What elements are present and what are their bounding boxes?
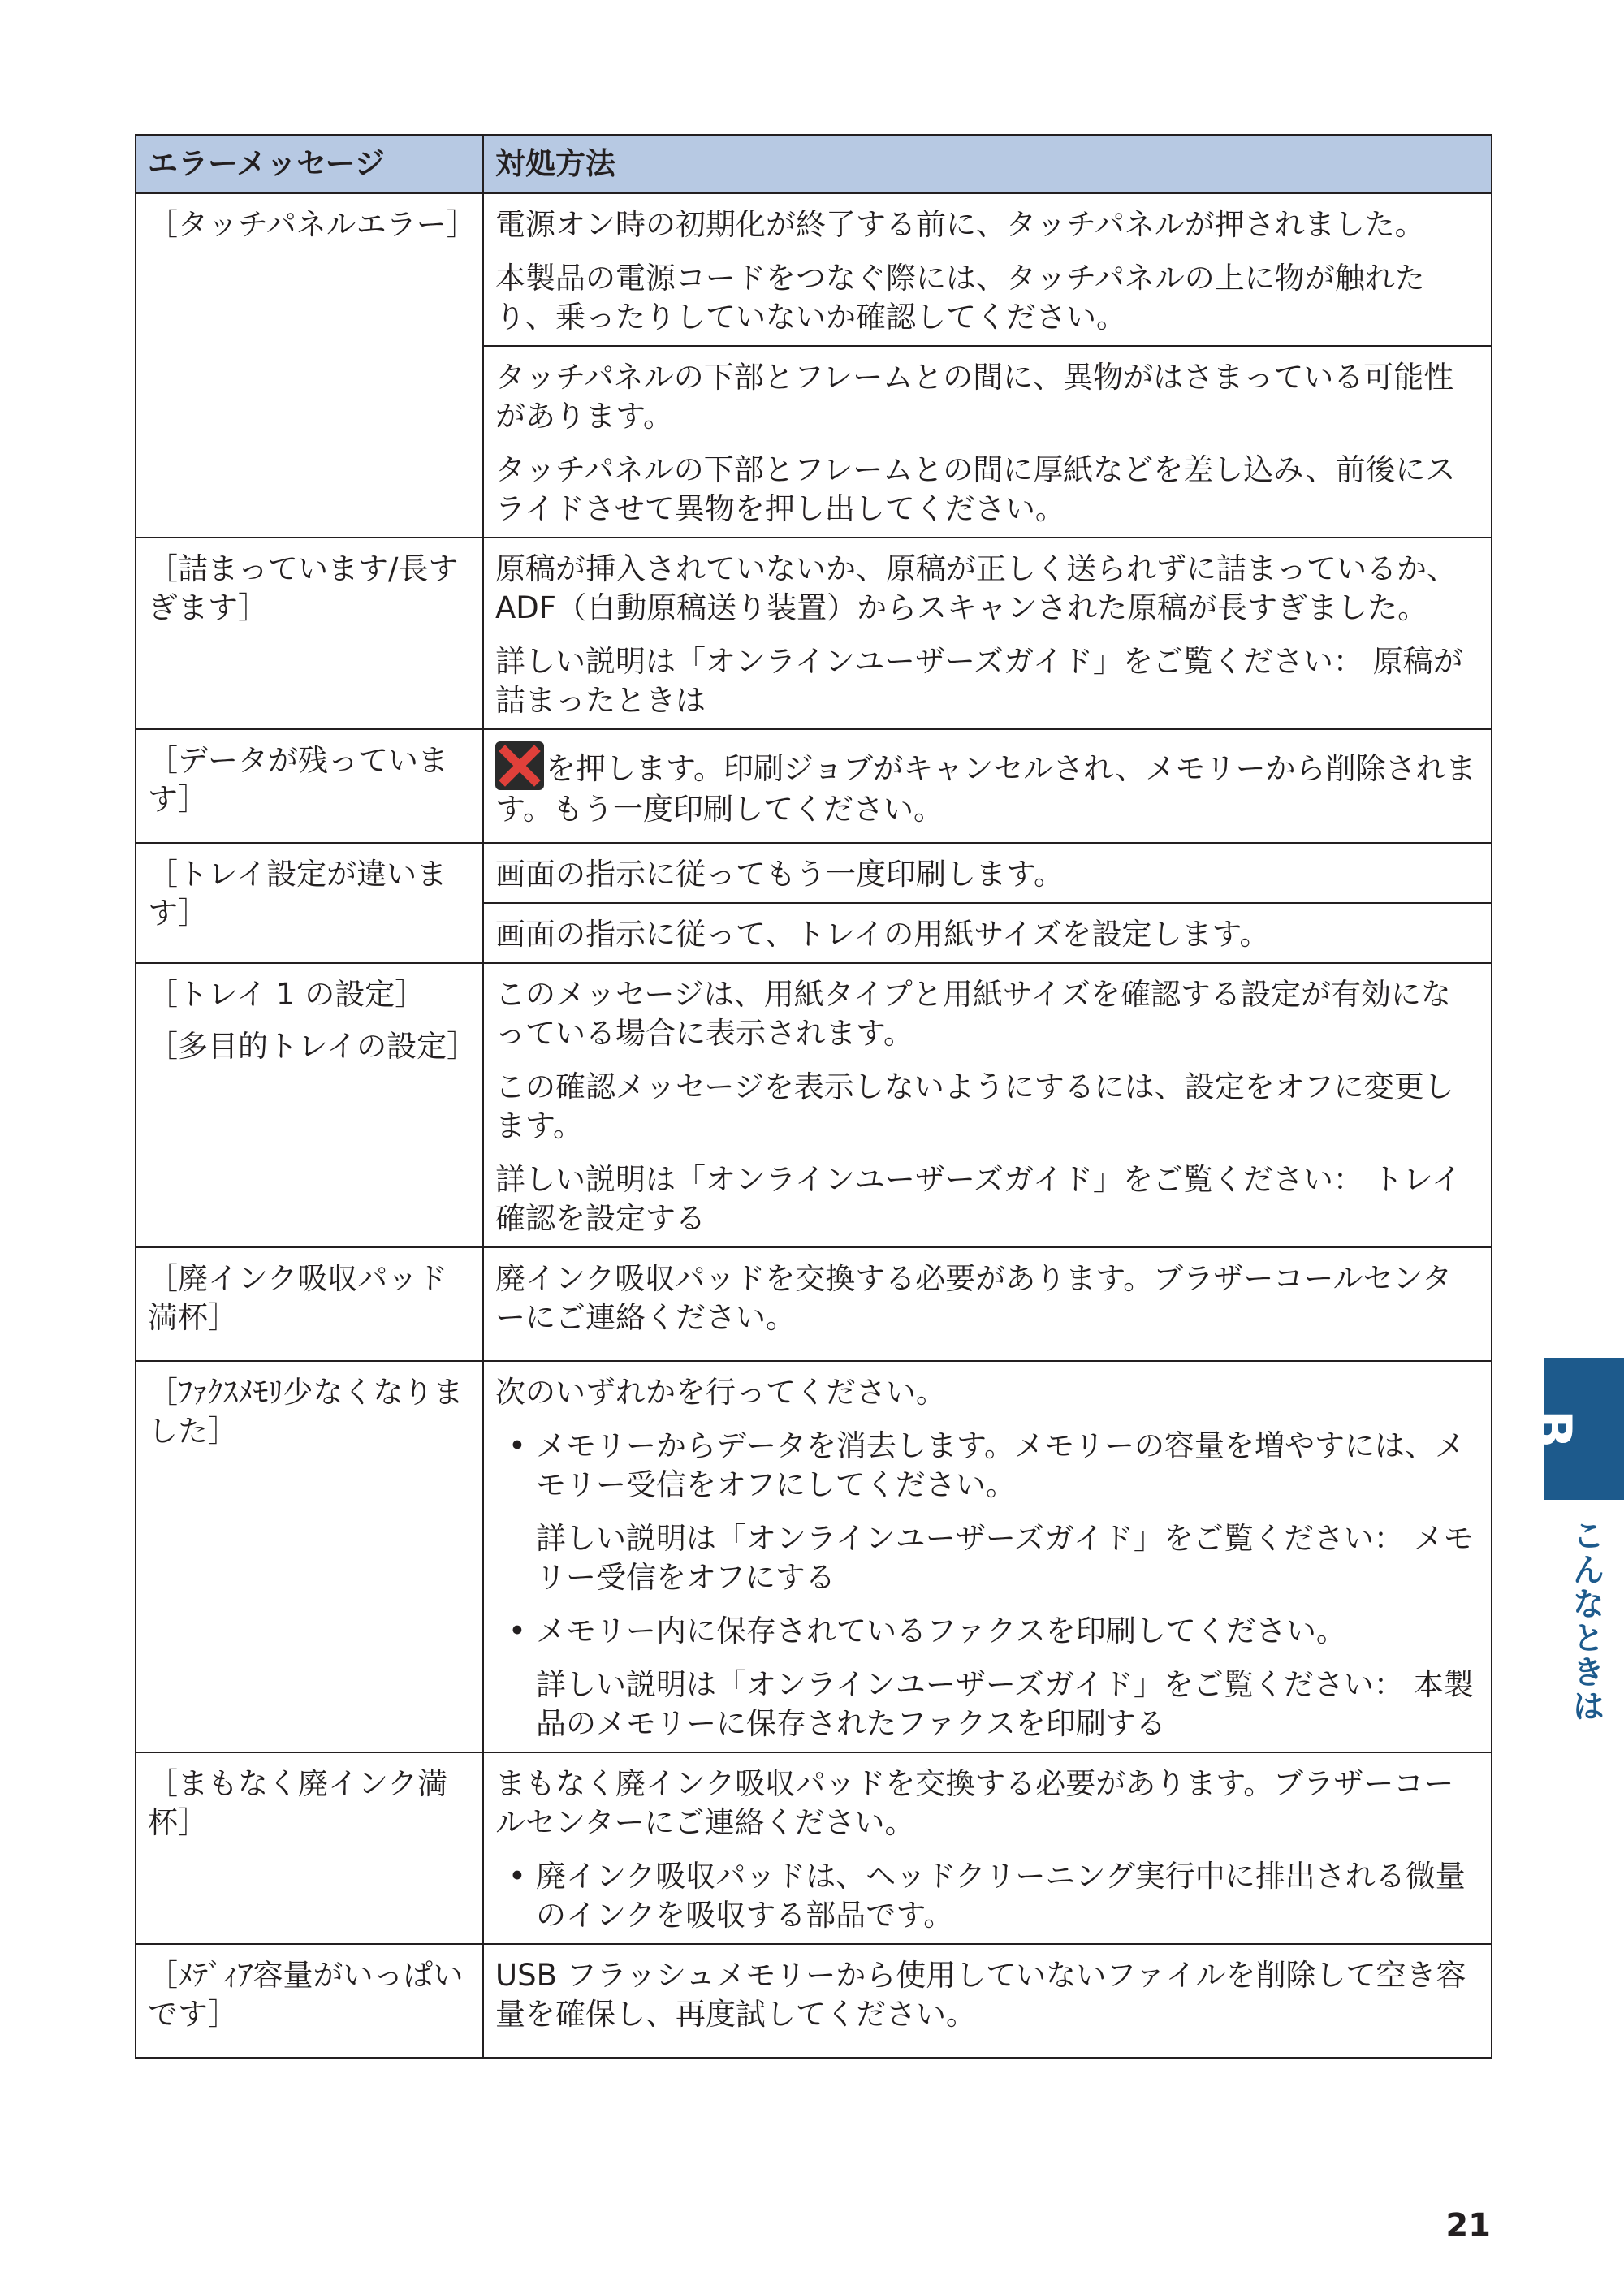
- table-row: [136, 193, 1492, 538]
- error-message: ［ﾌｧｸｽﾒﾓﾘ少なくなりました］: [148, 1375, 464, 1449]
- bullet-subtext: 詳しい説明は「オンラインユーザーズガイド」をご覧ください： メモリー受信をオフにする: [536, 1521, 1474, 1595]
- solution-text: 廃インク吸収パッドを交換する必要があります。ブラザーコールセンターにご連絡ください。: [495, 1261, 1453, 1335]
- error-message: ［廃インク吸収パッド満杯］: [148, 1261, 448, 1335]
- solution-block: [484, 730, 1491, 837]
- chapter-label: こんなときは: [1567, 1519, 1605, 1723]
- bullet-item: • 廃インク吸収パッドは、ヘッドクリーニング実行中に排出される微量のインクを吸収する部品です。: [495, 1857, 1479, 1935]
- error-message: ［データが残っています］: [148, 743, 448, 817]
- error-cell: [136, 538, 483, 729]
- solution-block: [484, 1753, 1491, 1943]
- error-cell: [136, 193, 483, 538]
- bullet-item: • メモリーからデータを消去します。メモリーの容量を増やすには、メモリー受信をオフにしてください。: [495, 1427, 1479, 1505]
- solution-block: [484, 538, 1491, 728]
- solution-text: 電源オン時の初期化が終了する前に、タッチパネルが押されました。: [495, 207, 1425, 242]
- error-message: ［トレイ設定が違います］: [148, 857, 447, 931]
- solution-cell: [483, 193, 1492, 538]
- table-header-row: [136, 135, 1492, 193]
- solution-cell: [483, 1944, 1492, 2058]
- error-cell: [136, 1944, 483, 2058]
- table-row: [136, 729, 1492, 843]
- solution-text: 詳しい説明は「オンラインユーザーズガイド」をご覧ください： 原稿が詰まったときは: [495, 644, 1463, 718]
- error-cell: [136, 1361, 483, 1752]
- solution-cell: [483, 538, 1492, 729]
- solution-text: 画面の指示に従って、トレイの用紙サイズを設定します。: [495, 917, 1270, 952]
- solution-block: [484, 194, 1491, 345]
- error-message: ［多目的トレイの設定］: [148, 1029, 477, 1064]
- error-message: ［タッチパネルエラー］: [148, 207, 477, 242]
- error-cell: [136, 843, 483, 963]
- table-row: [136, 1361, 1492, 1752]
- solution-text: タッチパネルの下部とフレームとの間に、異物がはさまっている可能性があります。: [495, 360, 1454, 434]
- solution-block: [484, 1248, 1491, 1346]
- table-row: [136, 1752, 1492, 1944]
- table-row: [136, 1247, 1492, 1361]
- solution-cell: [483, 1247, 1492, 1361]
- solution-cell: [483, 729, 1492, 843]
- solution-cell: [483, 1752, 1492, 1944]
- solution-block: [484, 902, 1491, 962]
- error-message: ［ﾒﾃﾞｨｱ容量がいっぱいです］: [148, 1958, 464, 2032]
- error-cell: [136, 729, 483, 843]
- solution-block: [484, 844, 1491, 902]
- bullet-item: • メモリー内に保存されているファクスを印刷してください。: [495, 1612, 1479, 1651]
- solution-block: [484, 345, 1491, 537]
- solution-cell: [483, 843, 1492, 963]
- solution-cell: [483, 963, 1492, 1247]
- solution-block: [484, 964, 1491, 1246]
- solution-text: [495, 741, 1479, 829]
- error-cell: [136, 963, 483, 1247]
- solution-block: [484, 1362, 1491, 1752]
- table-row: [136, 843, 1492, 963]
- error-cell: [136, 1247, 483, 1361]
- error-message: ［トレイ 1 の設定］: [148, 977, 425, 1012]
- solution-text: 詳しい説明は「オンラインユーザーズガイド」をご覧ください： トレイ確認を設定する: [495, 1162, 1462, 1236]
- error-message: ［まもなく廃インク満杯］: [148, 1766, 448, 1840]
- table-row: [136, 538, 1492, 729]
- error-cell: [136, 1752, 483, 1944]
- solution-cell: [483, 1361, 1492, 1752]
- chapter-letter: B: [1523, 1409, 1583, 1449]
- solution-text: 本製品の電源コードをつなぐ際には、タッチパネルの上に物が触れたり、乗ったりしていないか確認してください。: [495, 261, 1425, 335]
- solution-block: [484, 1945, 1491, 2042]
- cancel-instruction: を押します。印刷ジョブがキャンセルされ、メモリーから削除されます。もう一度印刷してください。: [495, 751, 1476, 827]
- solution-text: 画面の指示に従ってもう一度印刷します。: [495, 857, 1065, 892]
- solution-text: まもなく廃インク吸収パッドを交換する必要があります。ブラザーコールセンターにご連絡ください。: [495, 1766, 1454, 1840]
- solution-text: この確認メッセージを表示しないようにするには、設定をオフに変更します。: [495, 1069, 1454, 1143]
- header-solution: 対処方法: [483, 135, 1492, 193]
- solution-text: USB フラッシュメモリーから使用していないファイルを削除して空き容量を確保し、再度試してください。: [495, 1958, 1466, 2032]
- error-message: ［詰まっています/長すぎます］: [148, 551, 459, 625]
- solution-text: 原稿が挿入されていないか、原稿が正しく送られずに詰まっているか、ADF（自動原稿送り装置）からスキャンされた原稿が長すぎました。: [495, 551, 1457, 625]
- header-error-message: エラーメッセージ: [136, 135, 483, 193]
- error-message-table: [135, 134, 1492, 2059]
- page-number: 21: [1445, 2207, 1491, 2244]
- table-row: [136, 1944, 1492, 2058]
- solution-text: このメッセージは、用紙タイプと用紙サイズを確認する設定が有効になっている場合に表示されます。: [495, 977, 1451, 1051]
- solution-text: 次のいずれかを行ってください。: [495, 1375, 946, 1410]
- table-row: [136, 963, 1492, 1247]
- solution-text: タッチパネルの下部とフレームとの間に厚紙などを差し込み、前後にスライドさせて異物を押し出してください。: [495, 452, 1456, 526]
- cancel-x-icon: [495, 741, 544, 790]
- bullet-subtext: 詳しい説明は「オンラインユーザーズガイド」をご覧ください： 本製品のメモリーに保存されたファクスを印刷する: [536, 1667, 1474, 1741]
